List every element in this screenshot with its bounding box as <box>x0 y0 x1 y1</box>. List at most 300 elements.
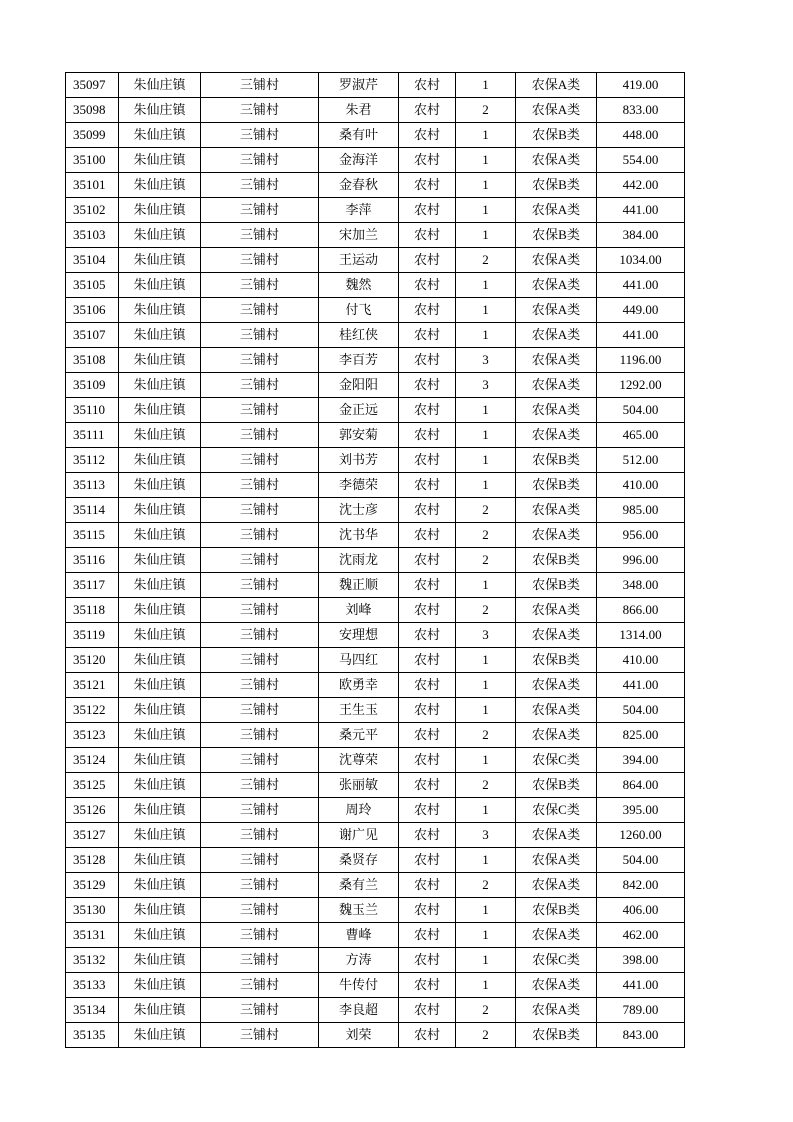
table-row <box>66 723 685 748</box>
table-row <box>66 323 685 348</box>
cell-residence: 农村 <box>399 923 456 948</box>
cell-amount: 833.00 <box>597 98 685 123</box>
cell-village: 三铺村 <box>201 98 319 123</box>
cell-town: 朱仙庄镇 <box>119 623 201 648</box>
cell-name: 桑贤存 <box>319 848 399 873</box>
cell-residence: 农村 <box>399 198 456 223</box>
table-row <box>66 298 685 323</box>
cell-category: 农保B类 <box>516 898 597 923</box>
cell-residence: 农村 <box>399 1023 456 1048</box>
cell-residence: 农村 <box>399 848 456 873</box>
cell-count: 1 <box>456 923 516 948</box>
cell-count: 3 <box>456 348 516 373</box>
cell-id: 35100 <box>66 148 119 173</box>
cell-village: 三铺村 <box>201 998 319 1023</box>
cell-category: 农保A类 <box>516 498 597 523</box>
table-row <box>66 973 685 998</box>
cell-amount: 419.00 <box>597 73 685 98</box>
cell-name: 金正远 <box>319 398 399 423</box>
table-row <box>66 748 685 773</box>
cell-village: 三铺村 <box>201 648 319 673</box>
cell-amount: 1196.00 <box>597 348 685 373</box>
cell-village: 三铺村 <box>201 298 319 323</box>
cell-id: 35115 <box>66 523 119 548</box>
cell-residence: 农村 <box>399 973 456 998</box>
cell-id: 35126 <box>66 798 119 823</box>
cell-count: 1 <box>456 973 516 998</box>
cell-village: 三铺村 <box>201 773 319 798</box>
cell-residence: 农村 <box>399 73 456 98</box>
cell-category: 农保C类 <box>516 748 597 773</box>
cell-id: 35127 <box>66 823 119 848</box>
cell-town: 朱仙庄镇 <box>119 448 201 473</box>
cell-id: 35114 <box>66 498 119 523</box>
cell-residence: 农村 <box>399 798 456 823</box>
cell-amount: 1314.00 <box>597 623 685 648</box>
cell-category: 农保A类 <box>516 598 597 623</box>
cell-category: 农保A类 <box>516 423 597 448</box>
cell-id: 35108 <box>66 348 119 373</box>
table-row <box>66 348 685 373</box>
cell-name: 刘峰 <box>319 598 399 623</box>
cell-category: 农保B类 <box>516 1023 597 1048</box>
cell-town: 朱仙庄镇 <box>119 998 201 1023</box>
cell-id: 35102 <box>66 198 119 223</box>
cell-residence: 农村 <box>399 273 456 298</box>
cell-count: 2 <box>456 248 516 273</box>
cell-category: 农保B类 <box>516 548 597 573</box>
cell-category: 农保A类 <box>516 873 597 898</box>
cell-amount: 504.00 <box>597 848 685 873</box>
cell-id: 35109 <box>66 373 119 398</box>
cell-village: 三铺村 <box>201 598 319 623</box>
cell-name: 金春秋 <box>319 173 399 198</box>
cell-count: 1 <box>456 448 516 473</box>
cell-id: 35119 <box>66 623 119 648</box>
cell-id: 35132 <box>66 948 119 973</box>
table-row <box>66 98 685 123</box>
cell-town: 朱仙庄镇 <box>119 548 201 573</box>
cell-town: 朱仙庄镇 <box>119 698 201 723</box>
cell-residence: 农村 <box>399 398 456 423</box>
cell-id: 35129 <box>66 873 119 898</box>
table-row <box>66 248 685 273</box>
cell-village: 三铺村 <box>201 73 319 98</box>
cell-category: 农保A类 <box>516 148 597 173</box>
cell-category: 农保A类 <box>516 698 597 723</box>
cell-id: 35133 <box>66 973 119 998</box>
cell-name: 罗淑芹 <box>319 73 399 98</box>
cell-name: 桑元平 <box>319 723 399 748</box>
table-row <box>66 623 685 648</box>
cell-village: 三铺村 <box>201 123 319 148</box>
cell-amount: 441.00 <box>597 673 685 698</box>
cell-village: 三铺村 <box>201 148 319 173</box>
cell-town: 朱仙庄镇 <box>119 473 201 498</box>
cell-name: 安理想 <box>319 623 399 648</box>
cell-amount: 1260.00 <box>597 823 685 848</box>
cell-count: 1 <box>456 398 516 423</box>
cell-amount: 449.00 <box>597 298 685 323</box>
cell-category: 农保B类 <box>516 648 597 673</box>
cell-amount: 441.00 <box>597 198 685 223</box>
cell-count: 1 <box>456 473 516 498</box>
cell-name: 朱君 <box>319 98 399 123</box>
table-row <box>66 698 685 723</box>
cell-count: 1 <box>456 948 516 973</box>
cell-amount: 554.00 <box>597 148 685 173</box>
cell-category: 农保B类 <box>516 223 597 248</box>
cell-residence: 农村 <box>399 673 456 698</box>
cell-residence: 农村 <box>399 773 456 798</box>
cell-amount: 996.00 <box>597 548 685 573</box>
cell-village: 三铺村 <box>201 198 319 223</box>
cell-village: 三铺村 <box>201 498 319 523</box>
table-row <box>66 398 685 423</box>
cell-name: 郭安菊 <box>319 423 399 448</box>
cell-village: 三铺村 <box>201 273 319 298</box>
cell-amount: 789.00 <box>597 998 685 1023</box>
cell-town: 朱仙庄镇 <box>119 373 201 398</box>
cell-town: 朱仙庄镇 <box>119 748 201 773</box>
cell-id: 35111 <box>66 423 119 448</box>
cell-amount: 866.00 <box>597 598 685 623</box>
cell-id: 35121 <box>66 673 119 698</box>
table-row <box>66 673 685 698</box>
cell-id: 35097 <box>66 73 119 98</box>
cell-name: 方涛 <box>319 948 399 973</box>
cell-village: 三铺村 <box>201 423 319 448</box>
cell-residence: 农村 <box>399 573 456 598</box>
cell-category: 农保C类 <box>516 798 597 823</box>
cell-name: 沈尊荣 <box>319 748 399 773</box>
cell-residence: 农村 <box>399 448 456 473</box>
cell-count: 1 <box>456 698 516 723</box>
cell-count: 1 <box>456 848 516 873</box>
cell-town: 朱仙庄镇 <box>119 923 201 948</box>
cell-town: 朱仙庄镇 <box>119 848 201 873</box>
cell-count: 1 <box>456 273 516 298</box>
cell-town: 朱仙庄镇 <box>119 298 201 323</box>
cell-id: 35120 <box>66 648 119 673</box>
table-row <box>66 523 685 548</box>
cell-category: 农保A类 <box>516 373 597 398</box>
records-table <box>65 72 685 1048</box>
cell-name: 沈雨龙 <box>319 548 399 573</box>
cell-category: 农保B类 <box>516 573 597 598</box>
cell-id: 35113 <box>66 473 119 498</box>
cell-village: 三铺村 <box>201 623 319 648</box>
cell-count: 2 <box>456 1023 516 1048</box>
cell-residence: 农村 <box>399 548 456 573</box>
table-row <box>66 273 685 298</box>
cell-count: 1 <box>456 73 516 98</box>
cell-amount: 442.00 <box>597 173 685 198</box>
cell-residence: 农村 <box>399 148 456 173</box>
cell-amount: 410.00 <box>597 473 685 498</box>
cell-name: 李萍 <box>319 198 399 223</box>
cell-category: 农保A类 <box>516 298 597 323</box>
cell-category: 农保A类 <box>516 248 597 273</box>
cell-residence: 农村 <box>399 173 456 198</box>
cell-count: 1 <box>456 898 516 923</box>
cell-category: 农保A类 <box>516 673 597 698</box>
table-row <box>66 773 685 798</box>
cell-name: 李德荣 <box>319 473 399 498</box>
cell-residence: 农村 <box>399 998 456 1023</box>
cell-town: 朱仙庄镇 <box>119 73 201 98</box>
cell-count: 2 <box>456 598 516 623</box>
cell-count: 1 <box>456 323 516 348</box>
cell-town: 朱仙庄镇 <box>119 948 201 973</box>
cell-residence: 农村 <box>399 948 456 973</box>
records-table-body <box>66 73 685 1048</box>
cell-count: 2 <box>456 773 516 798</box>
cell-town: 朱仙庄镇 <box>119 573 201 598</box>
cell-id: 35104 <box>66 248 119 273</box>
cell-id: 35099 <box>66 123 119 148</box>
table-row <box>66 948 685 973</box>
table-row <box>66 223 685 248</box>
cell-category: 农保A类 <box>516 348 597 373</box>
cell-count: 2 <box>456 998 516 1023</box>
table-row <box>66 573 685 598</box>
cell-name: 刘荣 <box>319 1023 399 1048</box>
cell-count: 1 <box>456 298 516 323</box>
cell-amount: 406.00 <box>597 898 685 923</box>
cell-town: 朱仙庄镇 <box>119 123 201 148</box>
table-row <box>66 123 685 148</box>
cell-amount: 448.00 <box>597 123 685 148</box>
cell-town: 朱仙庄镇 <box>119 598 201 623</box>
cell-residence: 农村 <box>399 348 456 373</box>
cell-category: 农保A类 <box>516 198 597 223</box>
cell-category: 农保B类 <box>516 448 597 473</box>
cell-name: 周玲 <box>319 798 399 823</box>
table-row <box>66 873 685 898</box>
cell-residence: 农村 <box>399 298 456 323</box>
cell-name: 曹峰 <box>319 923 399 948</box>
cell-count: 2 <box>456 523 516 548</box>
cell-id: 35112 <box>66 448 119 473</box>
table-row <box>66 148 685 173</box>
table-row <box>66 798 685 823</box>
cell-village: 三铺村 <box>201 223 319 248</box>
cell-category: 农保B类 <box>516 123 597 148</box>
cell-village: 三铺村 <box>201 473 319 498</box>
cell-town: 朱仙庄镇 <box>119 148 201 173</box>
cell-name: 桂红侠 <box>319 323 399 348</box>
cell-residence: 农村 <box>399 373 456 398</box>
cell-name: 金海洋 <box>319 148 399 173</box>
cell-id: 35134 <box>66 998 119 1023</box>
table-row <box>66 423 685 448</box>
cell-residence: 农村 <box>399 873 456 898</box>
cell-residence: 农村 <box>399 523 456 548</box>
cell-count: 2 <box>456 873 516 898</box>
cell-category: 农保A类 <box>516 923 597 948</box>
cell-residence: 农村 <box>399 423 456 448</box>
cell-amount: 398.00 <box>597 948 685 973</box>
cell-category: 农保A类 <box>516 398 597 423</box>
cell-id: 35106 <box>66 298 119 323</box>
cell-residence: 农村 <box>399 748 456 773</box>
cell-village: 三铺村 <box>201 323 319 348</box>
cell-town: 朱仙庄镇 <box>119 1023 201 1048</box>
cell-name: 沈书华 <box>319 523 399 548</box>
table-row <box>66 598 685 623</box>
table-row <box>66 823 685 848</box>
cell-amount: 985.00 <box>597 498 685 523</box>
cell-residence: 农村 <box>399 823 456 848</box>
table-row <box>66 473 685 498</box>
cell-category: 农保A类 <box>516 273 597 298</box>
cell-category: 农保B类 <box>516 173 597 198</box>
cell-category: 农保A类 <box>516 98 597 123</box>
cell-village: 三铺村 <box>201 573 319 598</box>
cell-residence: 农村 <box>399 698 456 723</box>
cell-id: 35124 <box>66 748 119 773</box>
cell-residence: 农村 <box>399 723 456 748</box>
cell-count: 1 <box>456 173 516 198</box>
cell-name: 付飞 <box>319 298 399 323</box>
table-row <box>66 198 685 223</box>
cell-amount: 465.00 <box>597 423 685 448</box>
cell-count: 1 <box>456 648 516 673</box>
cell-id: 35123 <box>66 723 119 748</box>
cell-amount: 1034.00 <box>597 248 685 273</box>
cell-village: 三铺村 <box>201 973 319 998</box>
cell-count: 1 <box>456 423 516 448</box>
cell-count: 1 <box>456 798 516 823</box>
cell-town: 朱仙庄镇 <box>119 798 201 823</box>
cell-count: 2 <box>456 498 516 523</box>
cell-name: 张丽敏 <box>319 773 399 798</box>
cell-residence: 农村 <box>399 498 456 523</box>
cell-id: 35101 <box>66 173 119 198</box>
cell-name: 牛传付 <box>319 973 399 998</box>
cell-amount: 348.00 <box>597 573 685 598</box>
cell-category: 农保A类 <box>516 723 597 748</box>
cell-amount: 825.00 <box>597 723 685 748</box>
cell-count: 1 <box>456 198 516 223</box>
cell-village: 三铺村 <box>201 523 319 548</box>
cell-amount: 394.00 <box>597 748 685 773</box>
cell-amount: 842.00 <box>597 873 685 898</box>
cell-id: 35117 <box>66 573 119 598</box>
cell-category: 农保A类 <box>516 973 597 998</box>
cell-name: 谢广见 <box>319 823 399 848</box>
cell-residence: 农村 <box>399 248 456 273</box>
cell-count: 3 <box>456 373 516 398</box>
table-row <box>66 73 685 98</box>
cell-town: 朱仙庄镇 <box>119 648 201 673</box>
cell-id: 35103 <box>66 223 119 248</box>
cell-town: 朱仙庄镇 <box>119 98 201 123</box>
cell-residence: 农村 <box>399 323 456 348</box>
cell-village: 三铺村 <box>201 248 319 273</box>
cell-amount: 504.00 <box>597 698 685 723</box>
cell-amount: 956.00 <box>597 523 685 548</box>
cell-village: 三铺村 <box>201 173 319 198</box>
cell-amount: 843.00 <box>597 1023 685 1048</box>
cell-id: 35128 <box>66 848 119 873</box>
cell-category: 农保A类 <box>516 73 597 98</box>
cell-category: 农保A类 <box>516 848 597 873</box>
cell-amount: 441.00 <box>597 973 685 998</box>
cell-village: 三铺村 <box>201 673 319 698</box>
cell-village: 三铺村 <box>201 548 319 573</box>
cell-village: 三铺村 <box>201 948 319 973</box>
table-row <box>66 998 685 1023</box>
cell-category: 农保C类 <box>516 948 597 973</box>
table-row <box>66 548 685 573</box>
cell-id: 35118 <box>66 598 119 623</box>
table-row <box>66 648 685 673</box>
cell-town: 朱仙庄镇 <box>119 898 201 923</box>
cell-count: 3 <box>456 823 516 848</box>
cell-village: 三铺村 <box>201 873 319 898</box>
cell-town: 朱仙庄镇 <box>119 973 201 998</box>
cell-village: 三铺村 <box>201 448 319 473</box>
table-row <box>66 373 685 398</box>
cell-amount: 1292.00 <box>597 373 685 398</box>
cell-residence: 农村 <box>399 648 456 673</box>
cell-village: 三铺村 <box>201 823 319 848</box>
cell-count: 2 <box>456 723 516 748</box>
cell-amount: 512.00 <box>597 448 685 473</box>
cell-name: 宋加兰 <box>319 223 399 248</box>
cell-residence: 农村 <box>399 623 456 648</box>
cell-village: 三铺村 <box>201 898 319 923</box>
cell-town: 朱仙庄镇 <box>119 348 201 373</box>
table-row <box>66 173 685 198</box>
table-row <box>66 1023 685 1048</box>
cell-count: 1 <box>456 223 516 248</box>
cell-village: 三铺村 <box>201 848 319 873</box>
cell-category: 农保A类 <box>516 323 597 348</box>
cell-name: 欧勇幸 <box>319 673 399 698</box>
cell-name: 魏玉兰 <box>319 898 399 923</box>
cell-town: 朱仙庄镇 <box>119 773 201 798</box>
cell-village: 三铺村 <box>201 698 319 723</box>
cell-village: 三铺村 <box>201 798 319 823</box>
cell-id: 35125 <box>66 773 119 798</box>
cell-id: 35107 <box>66 323 119 348</box>
cell-count: 3 <box>456 623 516 648</box>
table-row <box>66 923 685 948</box>
cell-id: 35130 <box>66 898 119 923</box>
cell-residence: 农村 <box>399 473 456 498</box>
table-row <box>66 448 685 473</box>
cell-category: 农保B类 <box>516 773 597 798</box>
cell-town: 朱仙庄镇 <box>119 723 201 748</box>
cell-amount: 864.00 <box>597 773 685 798</box>
cell-name: 李百芳 <box>319 348 399 373</box>
cell-village: 三铺村 <box>201 723 319 748</box>
cell-town: 朱仙庄镇 <box>119 673 201 698</box>
cell-id: 35135 <box>66 1023 119 1048</box>
cell-village: 三铺村 <box>201 748 319 773</box>
cell-count: 2 <box>456 548 516 573</box>
cell-residence: 农村 <box>399 123 456 148</box>
cell-id: 35116 <box>66 548 119 573</box>
cell-count: 1 <box>456 148 516 173</box>
cell-id: 35131 <box>66 923 119 948</box>
cell-town: 朱仙庄镇 <box>119 173 201 198</box>
cell-residence: 农村 <box>399 98 456 123</box>
table-row <box>66 498 685 523</box>
